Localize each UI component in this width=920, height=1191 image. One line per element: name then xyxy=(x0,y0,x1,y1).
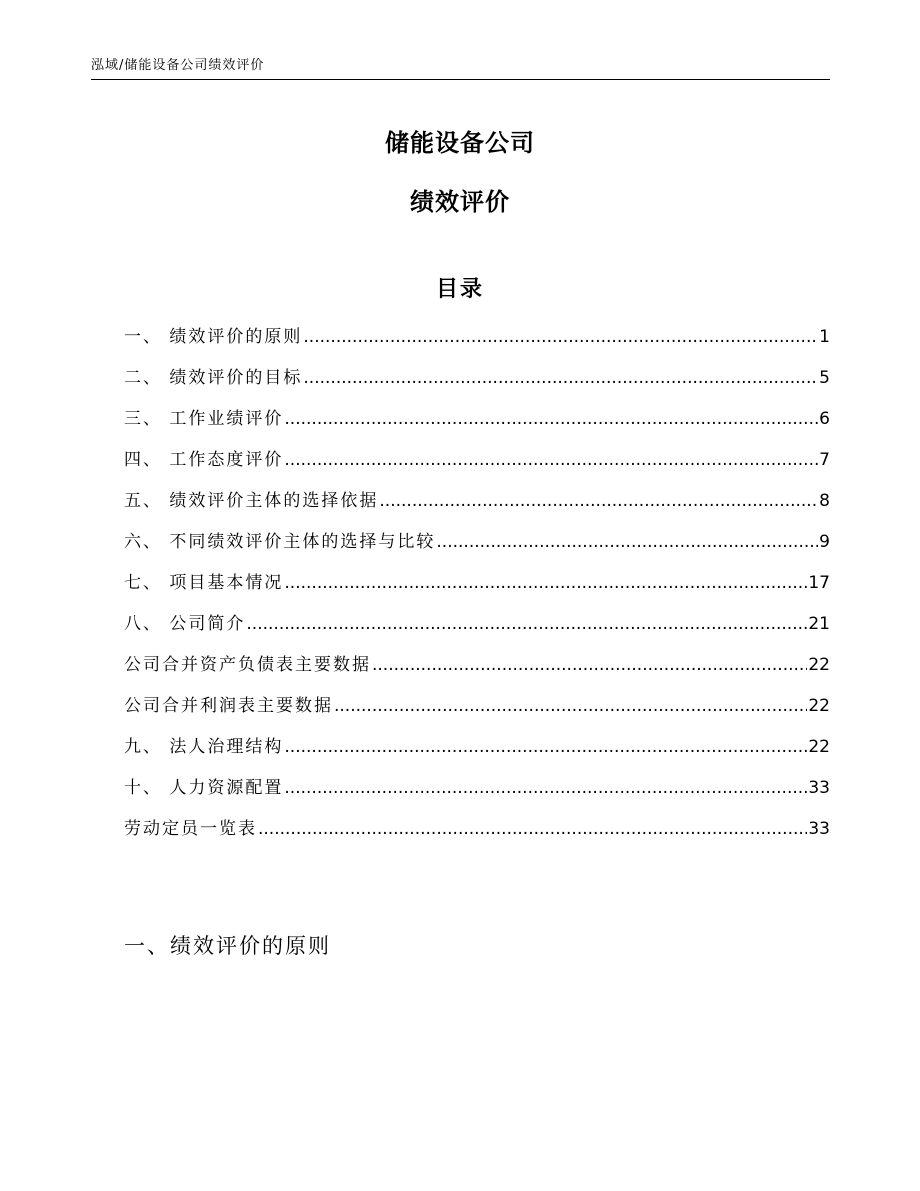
running-header: 泓域/储能设备公司绩效评价 xyxy=(91,58,265,73)
toc-entry[interactable] xyxy=(124,609,830,650)
toc-entry[interactable] xyxy=(124,568,830,609)
toc-entry-label: 九、 法人治理结构 xyxy=(124,737,284,757)
document-title: 储能设备公司 xyxy=(385,129,535,157)
toc-entry[interactable] xyxy=(124,527,830,568)
toc-dot-leader xyxy=(284,773,807,803)
toc-entry-page: 21 xyxy=(808,614,830,634)
toc-entry-label: 十、 人力资源配置 xyxy=(124,778,284,798)
toc-entry-page: 33 xyxy=(808,819,830,839)
toc-entry-page: 1 xyxy=(819,327,830,347)
toc-entry-page: 22 xyxy=(808,696,830,716)
document-subtitle: 绩效评价 xyxy=(410,188,510,216)
toc-entry-page: 33 xyxy=(808,778,830,798)
header-divider xyxy=(91,79,830,80)
toc-entry-label: 四、 工作态度评价 xyxy=(124,450,284,470)
toc-entry-page: 7 xyxy=(819,450,830,470)
toc-entry[interactable] xyxy=(124,445,830,486)
toc-entry[interactable] xyxy=(124,363,830,404)
toc-entry[interactable] xyxy=(124,322,830,363)
toc-dot-leader xyxy=(372,650,807,680)
toc-entry-label: 二、 绩效评价的目标 xyxy=(124,368,303,388)
toc-entry[interactable] xyxy=(124,486,830,527)
toc-entry[interactable] xyxy=(124,404,830,445)
toc-entry-label: 三、 工作业绩评价 xyxy=(124,409,284,429)
toc-entry[interactable] xyxy=(124,732,830,773)
toc-heading: 目录 xyxy=(435,277,484,302)
toc-entry-page: 6 xyxy=(819,409,830,429)
toc-entry-label: 八、 公司简介 xyxy=(124,614,246,634)
toc-entry-page: 8 xyxy=(819,491,830,511)
toc-entry-label: 五、 绩效评价主体的选择依据 xyxy=(124,491,379,511)
toc-dot-leader xyxy=(284,445,818,475)
toc-entry-page: 17 xyxy=(808,573,830,593)
toc-entry-label: 一、 绩效评价的原则 xyxy=(124,327,303,347)
toc-entry[interactable] xyxy=(124,650,830,691)
toc-entry-page: 22 xyxy=(808,655,830,675)
toc-entry-label: 公司合并利润表主要数据 xyxy=(124,696,333,716)
toc-entry-label: 六、 不同绩效评价主体的选择与比较 xyxy=(124,532,436,552)
toc-dot-leader xyxy=(303,322,818,352)
toc-dot-leader xyxy=(284,732,807,762)
toc-entry-label: 劳动定员一览表 xyxy=(124,819,257,839)
toc-dot-leader xyxy=(258,814,807,844)
toc-entry-page: 9 xyxy=(819,532,830,552)
toc-dot-leader xyxy=(284,404,818,434)
toc-dot-leader xyxy=(284,568,807,598)
toc-entry-label: 七、 项目基本情况 xyxy=(124,573,284,593)
toc-entry[interactable] xyxy=(124,814,830,855)
toc-entry-page: 5 xyxy=(819,368,830,388)
toc-dot-leader xyxy=(436,527,818,557)
toc-dot-leader xyxy=(334,691,807,721)
toc-dot-leader xyxy=(379,486,818,516)
toc-entry[interactable] xyxy=(124,773,830,814)
toc-entry-label: 公司合并资产负债表主要数据 xyxy=(124,655,371,675)
section-heading: 一、绩效评价的原则 xyxy=(124,934,331,958)
toc-entry[interactable] xyxy=(124,691,830,732)
toc-dot-leader xyxy=(303,363,818,393)
toc-entry-page: 22 xyxy=(808,737,830,757)
toc-dot-leader xyxy=(246,609,807,639)
table-of-contents xyxy=(124,322,830,855)
